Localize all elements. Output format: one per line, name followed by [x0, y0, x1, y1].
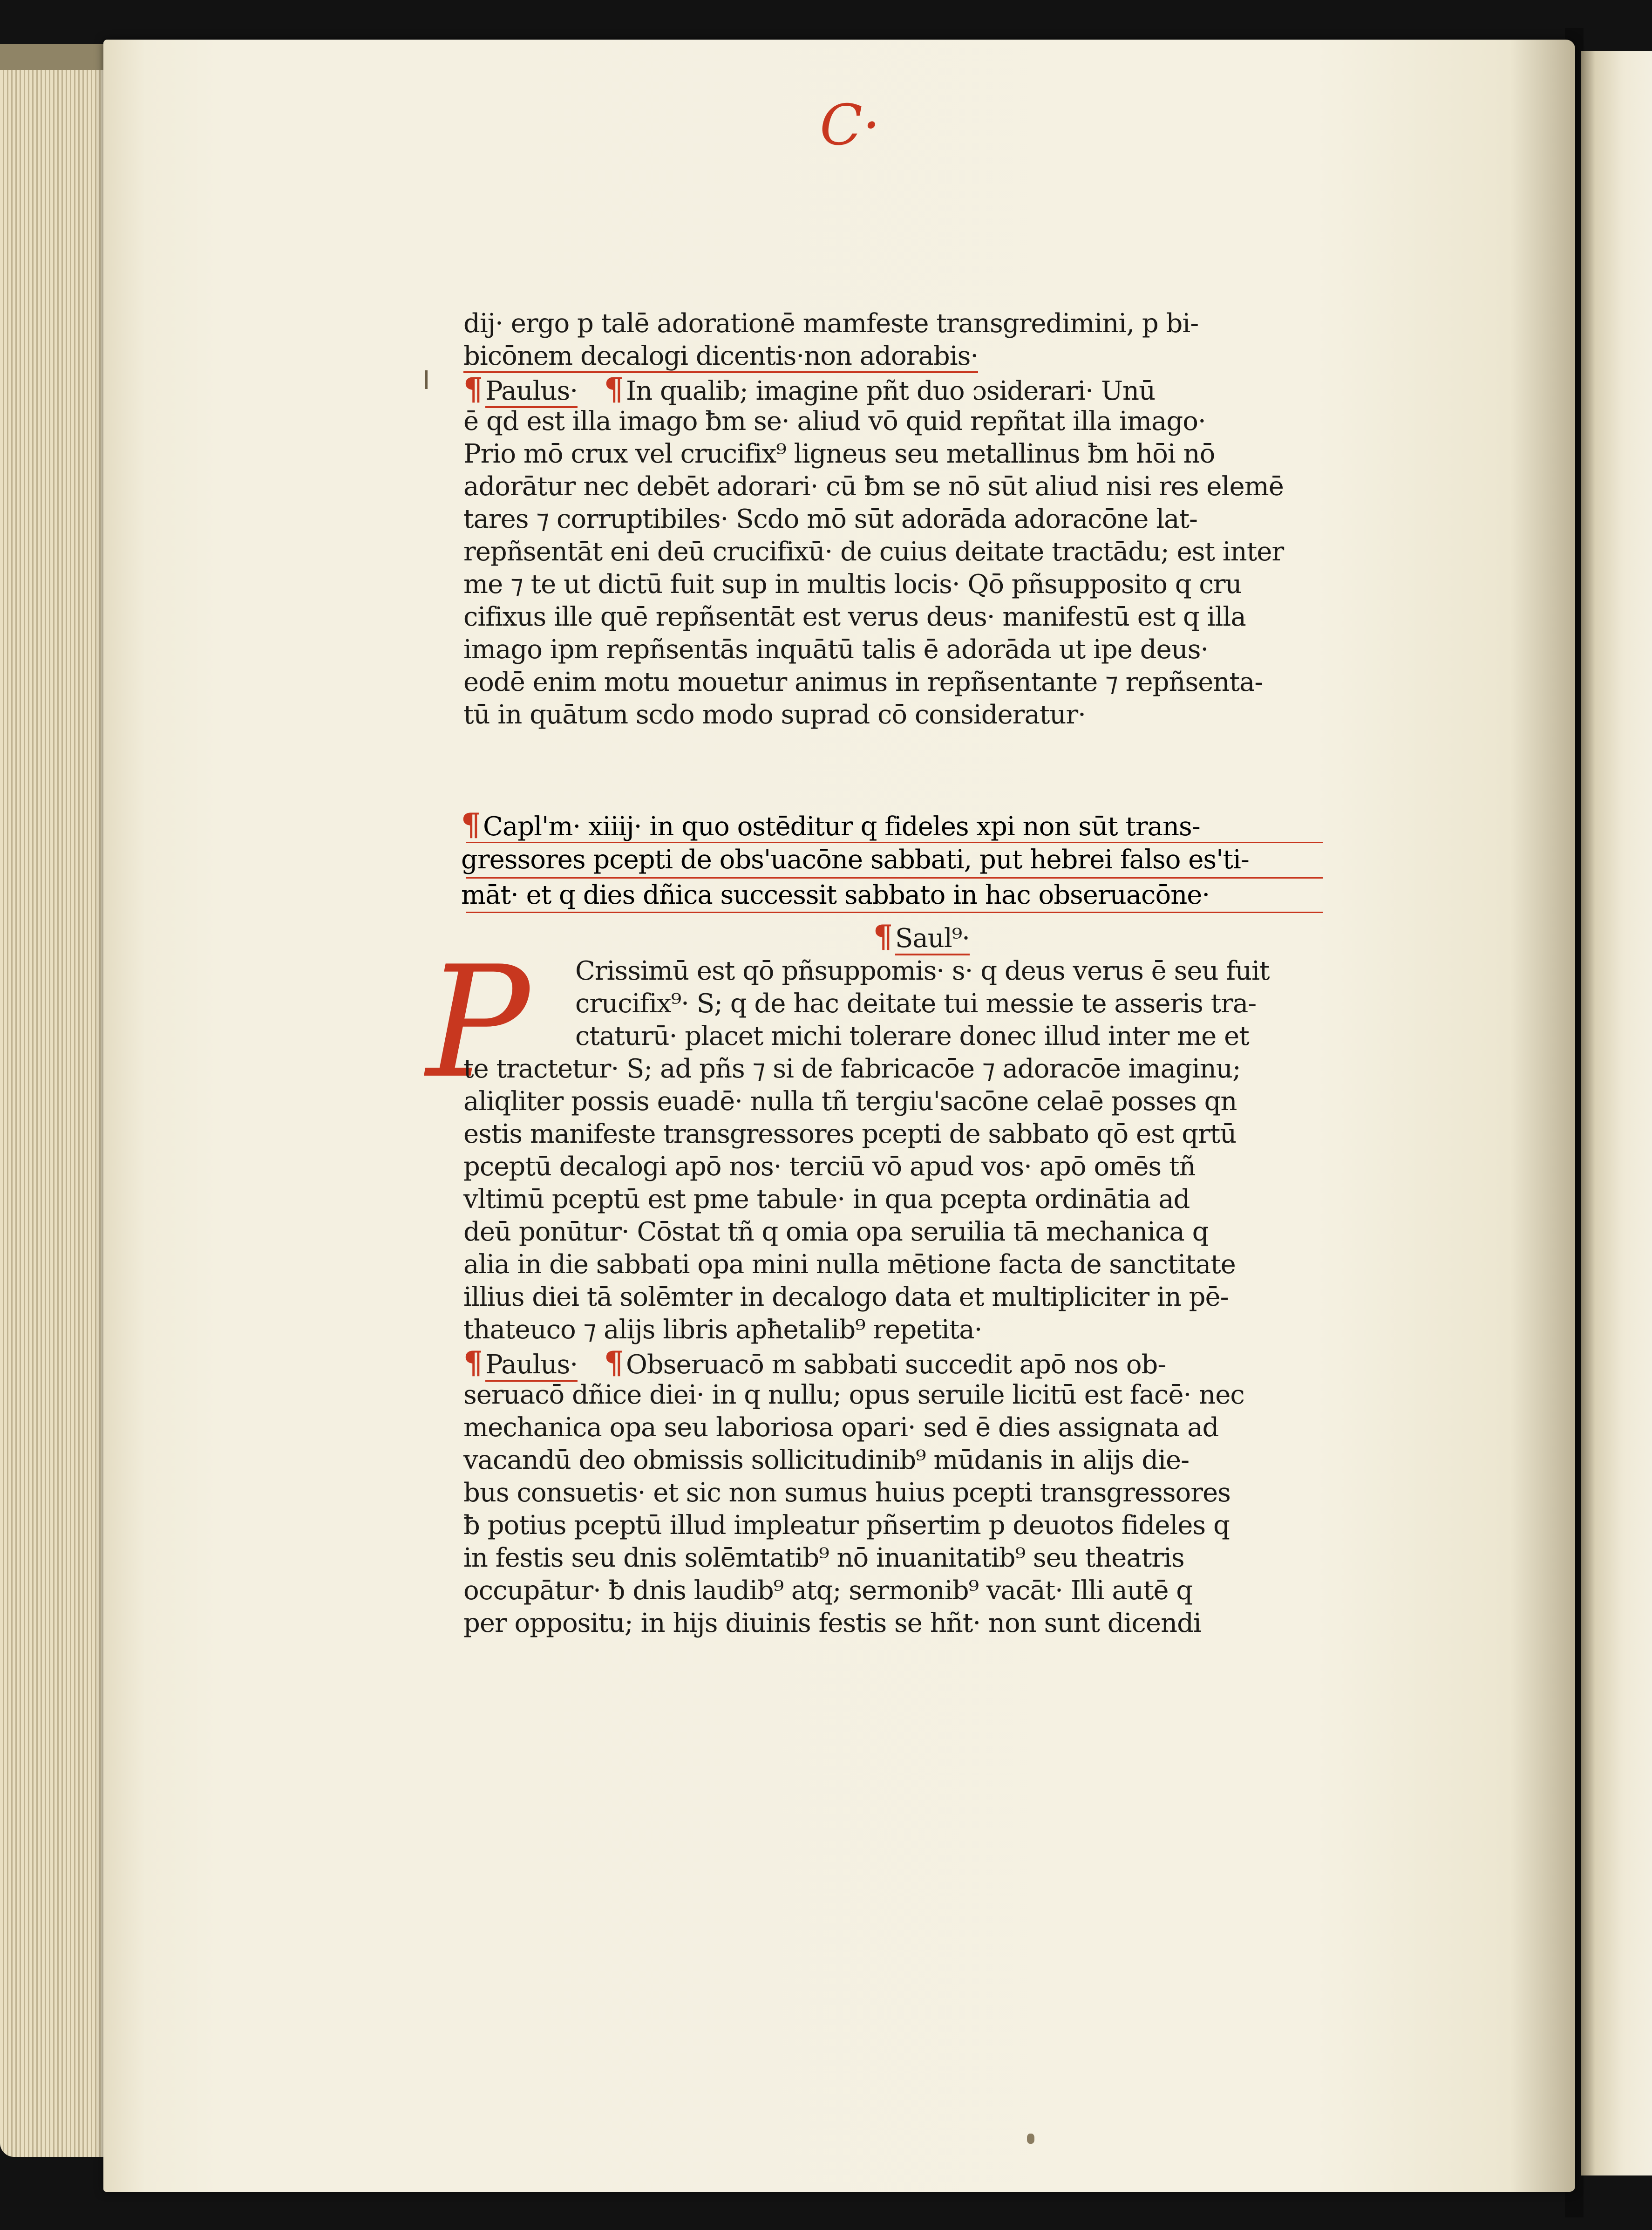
heading-line: māt· et q dies dñica successit sabbato in hac obseruacōne· [461, 880, 1210, 910]
text-line: deū ponūtur· Cōstat tñ q omia opa seruilia tā mechanica q [463, 1217, 1209, 1247]
text-line: ¶ Paulus· ¶ In qualib; imagine pñt duo ɔsiderari· Unū [463, 371, 1156, 407]
text-line: adorātur nec debēt adorari· cū ƀm se nō sūt aliud nisi res elemē [463, 471, 1284, 502]
folio-mark: C· [820, 93, 880, 158]
text-line: occupātur· ƀ dnis laudib⁹ atq; sermonib⁹ vacāt· Illi autē q [463, 1575, 1193, 1606]
text-line: Crissimū est qō pñsuppomis· s· q deus verus ē seu fuit [575, 956, 1270, 986]
text-line: seruacō dñice diei· in q nullu; opus seruile licitū est facē· nec [463, 1380, 1244, 1410]
text-line: Prio mō crux vel crucifix⁹ ligneus seu metallinus ƀm hōi nō [463, 439, 1215, 469]
pilcrow-icon: ¶ [463, 371, 483, 407]
next-leaf-edge [1581, 51, 1652, 2175]
text-line: ƀ potius pceptū illud impleatur pñsertim p deuotos fideles q [463, 1510, 1230, 1541]
text-line: crucifix⁹· S; q de hac deitate tui messie te asseris tra- [575, 989, 1257, 1019]
text-line: vltimū pceptū est pme tabule· in qua pcepta ordinātia ad [463, 1184, 1190, 1214]
text-line: aliqliter possis euadē· nulla tñ tergiu'sacōne celaē posses qn [463, 1086, 1237, 1117]
drop-cap: P [426, 933, 530, 1112]
text-line: vacandū deo obmissis sollicitudinib⁹ mūdanis in alijs die- [463, 1445, 1190, 1475]
text-line: pceptū decalogi apō nos· terciū vō apud vos· apō omēs tñ [463, 1152, 1196, 1182]
heading-rule [466, 912, 1323, 913]
text-line: dij· ergo p talē adorationē mamfeste transgredimini, p bi- [463, 308, 1199, 339]
text-line: alia in die sabbati opa mini nulla mētione facta de sanctitate [463, 1249, 1236, 1280]
text-line: bus consuetis· et sic non sumus huius pcepti transgressores [463, 1478, 1231, 1508]
speaker-label: Saul⁹· [895, 923, 970, 955]
text-line: estis manifeste transgressores pcepti de sabbato qō est qrtū [463, 1119, 1237, 1149]
text-line: tū in quātum scdo modo suprad cō consideratur· [463, 700, 1086, 730]
speaker-label: Paulus· [485, 376, 578, 408]
pilcrow-icon: ¶ [463, 1344, 483, 1381]
text-line: per oppositu; in hijs diuinis festis se hñt· non sunt dicendi [463, 1608, 1201, 1638]
heading-rule [466, 842, 1323, 843]
text-line: illius diei tā solēmter in decalogo data et multipliciter in pē- [463, 1282, 1229, 1312]
text-line: bicōnem decalogi dicentis·non adorabis· [463, 340, 978, 373]
paper-stain [1027, 2134, 1034, 2144]
text-line: te tractetur· S; ad pñs ⁊ si de fabricacōe ⁊ adoracōe imaginu; [463, 1054, 1241, 1084]
text-line: ctaturū· placet michi tolerare donec illud inter me et [575, 1021, 1249, 1051]
pilcrow-icon: ¶ [461, 806, 480, 843]
text-line: imago ipm repñsentās inquātū talis ē adorāda ut ipe deus· [463, 634, 1209, 665]
text-line: me ⁊ te ut dictū fuit sup in multis locis· Qō pñsupposito q cru [463, 569, 1242, 600]
pilcrow-icon: ¶ [873, 918, 892, 955]
text-line [873, 920, 970, 953]
chapter-heading [461, 808, 1323, 915]
text-line: eodē enim motu mouetur animus in repñsentante ⁊ repñsenta- [463, 667, 1263, 697]
heading-line: gressores pcepti de obs'uacōne sabbati, put hebrei falso es'ti- [461, 845, 1249, 875]
pilcrow-icon: ¶ [604, 371, 623, 407]
text-line: cifixus ille quē repñsentāt est verus deus· manifestū est q illa [463, 602, 1246, 632]
heading-line: ¶ Capl'm· xiiij· in quo ostēditur q fideles xpi non sūt trans- [461, 806, 1200, 843]
pilcrow-icon: ¶ [604, 1344, 623, 1381]
heading-rule [466, 877, 1323, 879]
text-line: mechanica opa seu laboriosa opari· sed ē dies assignata ad [463, 1412, 1219, 1443]
stacked-page-edges [0, 70, 109, 2157]
margin-mark [425, 370, 428, 389]
text-line: tares ⁊ corruptibiles· Scdo mō sūt adorāda adoracōne lat- [463, 504, 1197, 534]
text-line: repñsentāt eni deū crucifixū· de cuius deitate tractādu; est inter [463, 537, 1284, 567]
speaker-label: Paulus· [485, 1350, 578, 1382]
text-line: ē qd est illa imago ƀm se· aliud vō quid repñtat illa imago· [463, 406, 1206, 436]
text-line: in festis seu dnis solēmtatib⁹ nō inuanitatib⁹ seu theatris [463, 1543, 1184, 1573]
text-line: ¶ Paulus· ¶ Obseruacō m sabbati succedit apō nos ob- [463, 1344, 1166, 1381]
text-line: thateuco ⁊ alijs libris apħetalib⁹ repetita· [463, 1315, 982, 1345]
